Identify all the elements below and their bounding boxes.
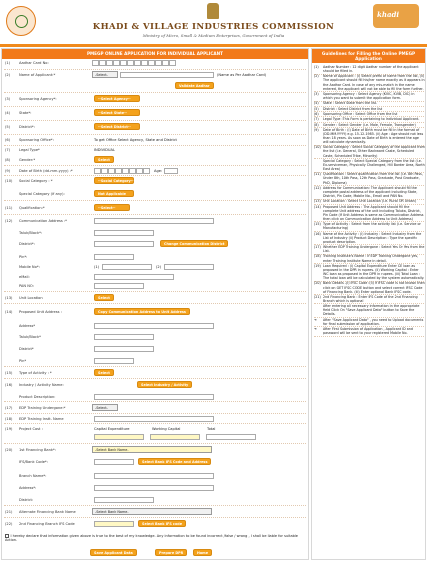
bank-address-input [94,485,214,491]
edp-institute-input[interactable] [94,416,214,422]
guideline-number: (16) [314,231,321,236]
copy-address-button[interactable]: Copy Communication Address to Unit Address [94,308,190,315]
guideline-text: Name of the Activity : (i) Industry : Select Industry from the List of Industry (ii) Product Description : Type the specific product description. [323,231,422,244]
row-number: (1) [5,61,11,65]
mobile-1-label: (1) [94,265,100,269]
row-number: (7) [5,148,11,152]
row-divider [4,366,306,367]
row-divider [4,291,306,292]
email-input[interactable] [94,274,174,280]
guideline-number: (20) [314,281,321,286]
row-divider [4,106,306,107]
state-label: State*: [19,111,32,115]
guideline-text: After entering all necessary information in the appropriate field Click On "Save Applicant Data" button to Save the Details. [323,304,420,317]
guideline-text: District : Select District from the list [323,106,383,111]
row-divider [4,401,306,402]
row-number: (12) [5,219,13,223]
guideline-text: Date of Birth : (i) Date of Birth must be fill in the format of (DD-MM-YYYY) e.g. 15-12-1985. (ii) Age : Age should not less than 18 years. As soon as Date of Birth is entered the age will calculate dynamically. [323,127,424,145]
guideline-number: (3) [314,91,319,96]
guidelines-panel [311,48,426,560]
ifsc2-input[interactable] [94,521,134,527]
guideline-number: ➔ [314,327,317,332]
guideline-item [314,159,425,171]
row-divider [4,378,306,379]
social-category-label: Social Category : * [19,179,53,183]
mobile-label: Mobile No*: [19,265,40,269]
communication-address-label: Communication Address :* [19,219,67,223]
alt-bank-label: Alternate Financing Bank Name [19,510,76,514]
name-hint: (Name as Per Aadhar Card) [217,73,267,77]
row-divider [4,165,306,166]
row-divider [4,423,306,424]
unit-address-label: Proposed Unit Address : [19,310,62,314]
guideline-item [314,128,425,144]
row-divider [4,120,306,121]
working-capital-input[interactable] [150,434,200,440]
activity-type-label: Type of Activity : * [19,371,52,375]
aadhar-input[interactable] [92,60,176,66]
row-number: (16) [5,383,13,387]
mobile-1-input[interactable] [102,264,152,270]
guideline-text: After First Submission of Application , Applicant ID and password will be sent to your registered Mobile No. [323,327,413,336]
row-number: (20) [5,448,13,452]
row-number: (11) [5,206,13,210]
guideline-item [314,222,425,230]
unit-taluk-input[interactable] [94,334,154,340]
row-divider [4,214,306,215]
guideline-item [314,318,425,326]
guideline-text: Aadhar Number : 12 digit Aadhar number of the applicant should be filled in. [323,65,419,74]
select-ifsc2-button[interactable]: Select Bank IFS code [138,520,186,527]
select-industry-button[interactable]: Select Industry / Activity [137,381,192,388]
gender-select[interactable]: Select [94,156,114,163]
dob-label: Date of Birth (dd-mm-yyyy) :* [19,169,73,173]
ifsc2-label: 2nd Financing Branch IFS Code [19,522,75,526]
mobile-2-input[interactable] [164,264,214,270]
guideline-text: Training Institute's Name : If EDP Training Undergone yes, enter Training Institute Name in detail. [323,254,419,263]
guideline-item [314,172,425,184]
district-comm-label: District*: [19,242,35,246]
row-number: (14) [5,310,13,314]
name-label: Name of Applicant:* [19,73,56,77]
bank-address-label: Address*: [19,486,37,490]
row-number: (18) [5,417,13,421]
row-number: (15) [5,371,13,375]
save-applicant-button[interactable]: Save Applicant Data [90,549,137,556]
guideline-item [314,304,425,316]
change-district-button[interactable]: Change Communication District [160,240,228,247]
application-form [1,48,309,560]
guideline-number [314,304,323,316]
guideline-item [314,107,425,111]
guideline-item [314,112,425,116]
edp-label: EDP Training Undergone:* [19,406,66,410]
guideline-item [314,205,425,221]
guideline-item [314,281,425,293]
site-header [0,0,427,44]
row-number: (9) [5,169,11,173]
branch-label: Branch Name*: [19,474,47,478]
unit-address-field-label: Address* [19,324,36,328]
bank-select[interactable]: -Select Bank Name- [92,446,212,453]
row-divider [4,92,306,93]
guideline-text: Type of Activity : Select from the activity list (i.e. Service or Manufacturing) [323,222,421,231]
guideline-divider [314,336,424,337]
gender-label: Gender:* [19,158,36,162]
khadi-india-logo-icon: khadi [373,4,419,28]
guideline-text: Gender : Select Gender (i.e. Male, Female, Transgender) [323,122,416,127]
guideline-text: State : Select State from the list. [323,101,377,106]
edp-institute-label: EDP Training Instt. Name [19,417,64,421]
declaration [5,534,307,543]
pin-input[interactable] [94,254,134,260]
sponsoring-office-value: To get Office Select Agency, State and District [94,138,177,142]
declaration-text: I hereby declare that information given above is true to the best of my knowledge. Any information to be found incorrect /false / wrong , I shall be liable for suitable Action. [5,534,298,543]
product-input[interactable] [94,394,214,400]
home-button[interactable]: Home [193,549,212,556]
guideline-text: Qualification : Select qualification from the list (i.e. 8th Pass, Under 8th, 10th Pass, 12th Pass, Graduate, Post Graduate, PhD, Diploma) [323,172,423,185]
guideline-item [314,101,425,105]
row-number: (8) [5,158,11,162]
working-capital-label: Working Capital [152,427,181,431]
guideline-text: Legal Type :This Form is pertaining to Individual Applicant. [323,117,420,122]
guideline-number: (15) [314,222,321,227]
row-number: (5) [5,125,11,129]
guideline-item [314,199,425,203]
guideline-item [314,123,425,127]
alt-bank-select[interactable]: -Select Bank Name- [92,508,212,515]
pin-label: Pin*: [19,255,28,259]
guideline-item [314,74,425,90]
guideline-number: (1) [314,65,319,69]
total-input [206,434,256,440]
guideline-text: After "Save Applicant Data" , you need to Upload documents for final submission of application. [323,317,424,326]
row-number: (10) [5,179,13,183]
unit-taluk-label: Taluk/Block* [19,335,41,339]
unit-district-label: District* [19,347,34,351]
row-number: (13) [5,296,13,300]
form-title: PMEGP ONLINE APPLICATION FOR INDIVIDUAL APPLICANT [2,49,308,59]
row-divider [4,69,306,70]
guideline-number: (19) [314,263,321,268]
guideline-text: Whether EDP Training Undergone : Select Yes Or Yes from the List. [323,245,425,254]
district-select[interactable]: --Select District-- [94,123,140,130]
sponsoring-office-label: Sponsoring Office*: [19,138,54,142]
guideline-number: (10) [314,145,321,150]
row-number: (2) [5,73,11,77]
district-label: District*: [19,125,35,129]
unit-location-select[interactable]: Select [94,294,114,301]
activity-type-select[interactable]: Select [94,369,114,376]
select-ifsc-button[interactable]: Select Bank IFS Code and Address [138,458,211,465]
guideline-number: (11) [314,172,321,177]
guideline-text: Sponsoring Agency : Select Agency (KVIC, KVIB, DIC) in which you want to submit the application form. [323,91,415,101]
guideline-number: (8) [314,122,319,127]
pan-label: PAN NO: [19,284,34,288]
state-select[interactable]: --Select State-- [94,109,140,116]
capital-expenditure-label: Capital Expenditure [94,427,130,431]
name-input[interactable] [120,72,214,78]
guideline-number: (7) [314,117,319,122]
project-cost-label: Project Cost : [19,427,43,431]
guideline-item [314,245,425,253]
legal-type-value: INDIVIDUAL [94,148,115,152]
guideline-number: (2) [314,74,319,79]
guideline-number: (17) [314,245,321,250]
product-label: Product Description: [19,395,56,399]
qualification-select[interactable]: --Select-- [94,204,130,211]
guideline-item [314,186,425,198]
guideline-number: ➔ [314,317,317,322]
row-number: (19) [5,427,13,431]
ifsc-input[interactable] [94,459,134,465]
guideline-text: Bank Details -(i) IFSC Code :(ii) if IFSC code is not known then click on GET IFSC CODE button and select correct IFSC Code of Financing Bank. (iii) Enter optional Bank IFSC code. [323,281,425,294]
validate-aadhar-button[interactable]: Validate Aadhar [175,82,214,89]
guideline-number: (21) [314,294,321,299]
taluk-label: Taluk/Block*: [19,231,43,235]
row-number: (4) [5,111,11,115]
guideline-item [314,254,425,262]
qualification-label: Qualification:* [19,206,45,210]
row-divider [4,413,306,414]
guideline-text: Sponsoring Office : Select Office from the list [323,111,398,116]
special-category-select[interactable]: Not Applicable [94,190,134,197]
age-input [164,168,178,174]
guideline-text: Unit Location : Select Unit Location (i.e. Rural OR Urban) [323,199,417,204]
sponsoring-agency-label: Sponsoring Agency*: [19,97,57,101]
row-number: (21) [5,510,13,514]
special-category-label: Special Category (if any): [19,192,65,196]
guideline-text: Special Category : Select Special Category from the list (i.e. Ex-serviceman, Physically Challenged, Hill Border Area, North East Area) [323,158,425,172]
guideline-text: 2nd Financing Bank : Enter IFS Code of the 2nd Financing Branch which is optional [323,294,418,303]
guideline-number: (18) [314,254,321,259]
legal-type-label: Legal Type* [19,148,40,152]
bank-district-input [94,497,154,503]
row-number: (6) [5,138,11,142]
guideline-item [314,65,425,73]
row-divider [4,175,306,176]
row-divider [4,303,306,304]
row-divider [4,517,306,518]
header-divider [0,44,427,47]
guideline-number [314,159,323,171]
row-number: (22) [5,522,13,526]
guideline-text: Loan Required : (i) Capital Expenditure Enter CE loan as proposed in the DPR in rupees. (ii) Working Capital : Enter WC loan as proposed in the DPR in rupees. (iii) Total Loan : The total loan will be calculated by the system automatically. [323,263,425,281]
org-subtitle: Ministry of Micro, Small & Medium Enterprises, Government of India [142,33,285,38]
unit-address-input[interactable] [94,323,214,329]
guideline-item [314,232,425,244]
guideline-item [314,92,425,100]
mobile-2-label: (2) [156,265,162,269]
row-divider [4,134,306,135]
taluk-input[interactable] [94,230,154,236]
row-number: (3) [5,97,11,101]
guideline-item [314,145,425,157]
guideline-number: (5) [314,106,319,111]
communication-address-input[interactable] [94,218,214,224]
age-label: Age: [154,169,163,173]
industry-label: Industry / Activity Name: [19,383,64,387]
social-category-select[interactable]: --Social Category-- [94,177,134,184]
district-comm-input [94,241,154,247]
guideline-number: (12) [314,185,321,190]
national-emblem-icon [207,3,219,19]
row-divider [4,505,306,506]
email-label: eMail: [19,275,30,279]
row-divider [4,145,306,146]
aadhar-label: Aadhar Card No: [19,61,49,65]
guideline-number: (6) [314,111,319,116]
row-number: (17) [5,406,13,410]
prepare-dpr-button[interactable]: Prepare DPR [155,549,187,556]
guideline-item [314,264,425,280]
org-title: KHADI & VILLAGE INDUSTRIES COMMISSION [92,22,335,32]
dob-input[interactable] [94,168,150,174]
guideline-item [314,295,425,303]
guideline-text: Social Category : Select Social Category of the applicant from the list (i.e. General, Other Backward Caste, Scheduled Caste, Scheduled Tribe, Minority) [323,145,425,158]
row-divider [4,200,306,201]
guideline-number: (14) [314,204,321,209]
guidelines-title: Guidelines for Filling the Online PMEGP Application [312,49,425,63]
guideline-item [314,117,425,121]
pan-input[interactable] [94,283,144,289]
edp-select[interactable]: -Select- [92,404,118,411]
sponsoring-agency-select[interactable]: --Select Agency-- [94,95,140,102]
declaration-checkbox[interactable] [5,534,9,538]
capital-expenditure-input[interactable] [94,434,144,440]
branch-input [94,473,214,479]
guideline-item [314,327,425,335]
unit-pin-label: Pin* [19,359,27,363]
ifsc-label: IFS/Bank Code*: [19,460,48,464]
guideline-text: Proposed Unit Address : The Applicant should fill the complete Unit address of the unit including Taluka, District, Pin Code (If Unit Address is same as Communication Address then click on Communication Address to Unit Address) [323,204,424,221]
form-body [2,59,308,559]
bank-label: 1st Financing Bank*: [19,448,56,452]
unit-pin-input[interactable] [94,358,134,364]
guideline-text: Name of Applicant : (i) Select prefix of name from the list, (ii) The applicant should fill his/her name exactly as it appears in the Aadhar Card. In case of any mis-match in the name entered, the applicant will not be able to fill the form further. [323,74,425,91]
guideline-number: (4) [314,101,319,106]
total-label: Total [207,427,216,431]
guideline-number: (9) [314,127,319,132]
guideline-text: Address for Communication: The Applicant should fill the complete postal address of the applicant including State, District, Pin Code, Mobile No., Email and PAN No. [323,185,418,199]
unit-district-input[interactable] [94,346,154,352]
bank-district-label: District: [19,498,34,502]
guideline-number: (13) [314,199,321,204]
row-divider [4,443,306,444]
unit-location-label: Unit Location [19,296,43,300]
name-prefix-select[interactable]: -Select- [92,71,118,78]
